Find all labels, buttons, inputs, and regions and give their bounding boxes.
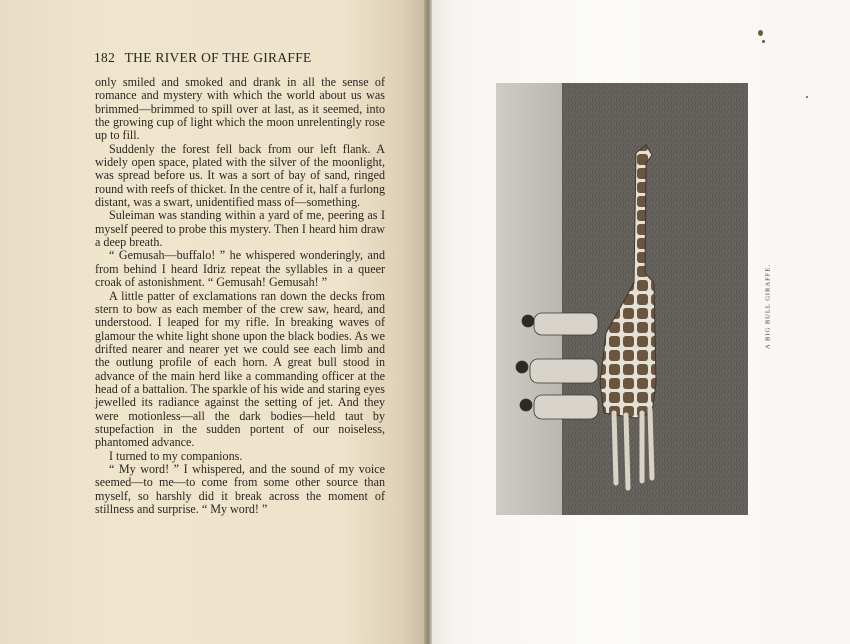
paper-speck [758, 30, 763, 36]
page-number: 182 [94, 50, 116, 65]
paragraph: only smiled and smoked and drank in all the sense of romance and mystery with which the world about us was brimmed—brimmed to spill over at last, as it seemed, into the growing cup of light which the moon unrelentingly rose up to fill. [95, 75, 385, 143]
caption-text: A BIG BULL GIRAFFE. [764, 264, 772, 349]
paper-speck [762, 40, 765, 43]
giraffe-photograph [496, 83, 748, 515]
paragraph: Suddenly the forest fell back from our left flank. A widely open space, plated with the silver of the moonlight, was spread before us. It was a sort of bay of sand, ringed round with reefs of thicket. In the centre of it, half a furlong distant, was a swart, unidentified mass of—something. [95, 141, 385, 210]
paragraph: A little patter of exclamations ran down the decks from stern to bow as each member of the crew saw, heard, and understood. I leaped for my rifle. In breaking waves of glamour the white light shone upon the black bodies. As we drifted nearer and nearer yet we could see each limb and the outlung profile of each horn. A great bull stood in advance of the main herd like a commanding officer at the head of a battalion. The sparkle of his wide and staring eyes jewelled its radiance against the setting of jet. And they were motionless—all the dark bodies—held taut by stupefaction in the sudden portent of our noiseless, phantomed advance. [95, 288, 385, 450]
paragraph: I turned to my companions. [109, 448, 243, 463]
running-head [94, 50, 394, 66]
paper-speck [806, 96, 808, 98]
body-text [95, 76, 385, 516]
plate-caption [763, 258, 773, 358]
paragraph: “ Gemusah—buffalo! ” he whispered wonderingly, and from behind I heard Idriz repeat the syllables in a queer croak of astonishment. “ Gemusah! Gemusah! ” [95, 248, 385, 290]
chapter-title: THE RIVER OF THE GIRAFFE [124, 50, 312, 65]
book-gutter [424, 0, 432, 644]
paragraph: Suleiman was standing within a yard of me, peering as I myself peered to probe this mystery. Then I heard him draw a deep breath. [95, 208, 385, 250]
giraffe-photo-image [496, 83, 748, 515]
paragraph: “ My word! ” I whispered, and the sound of my voice seemed—to me—to come from some other source than myself, so harshly did it break across the moment of stillness and surprise. “ My word! ” [95, 461, 385, 516]
